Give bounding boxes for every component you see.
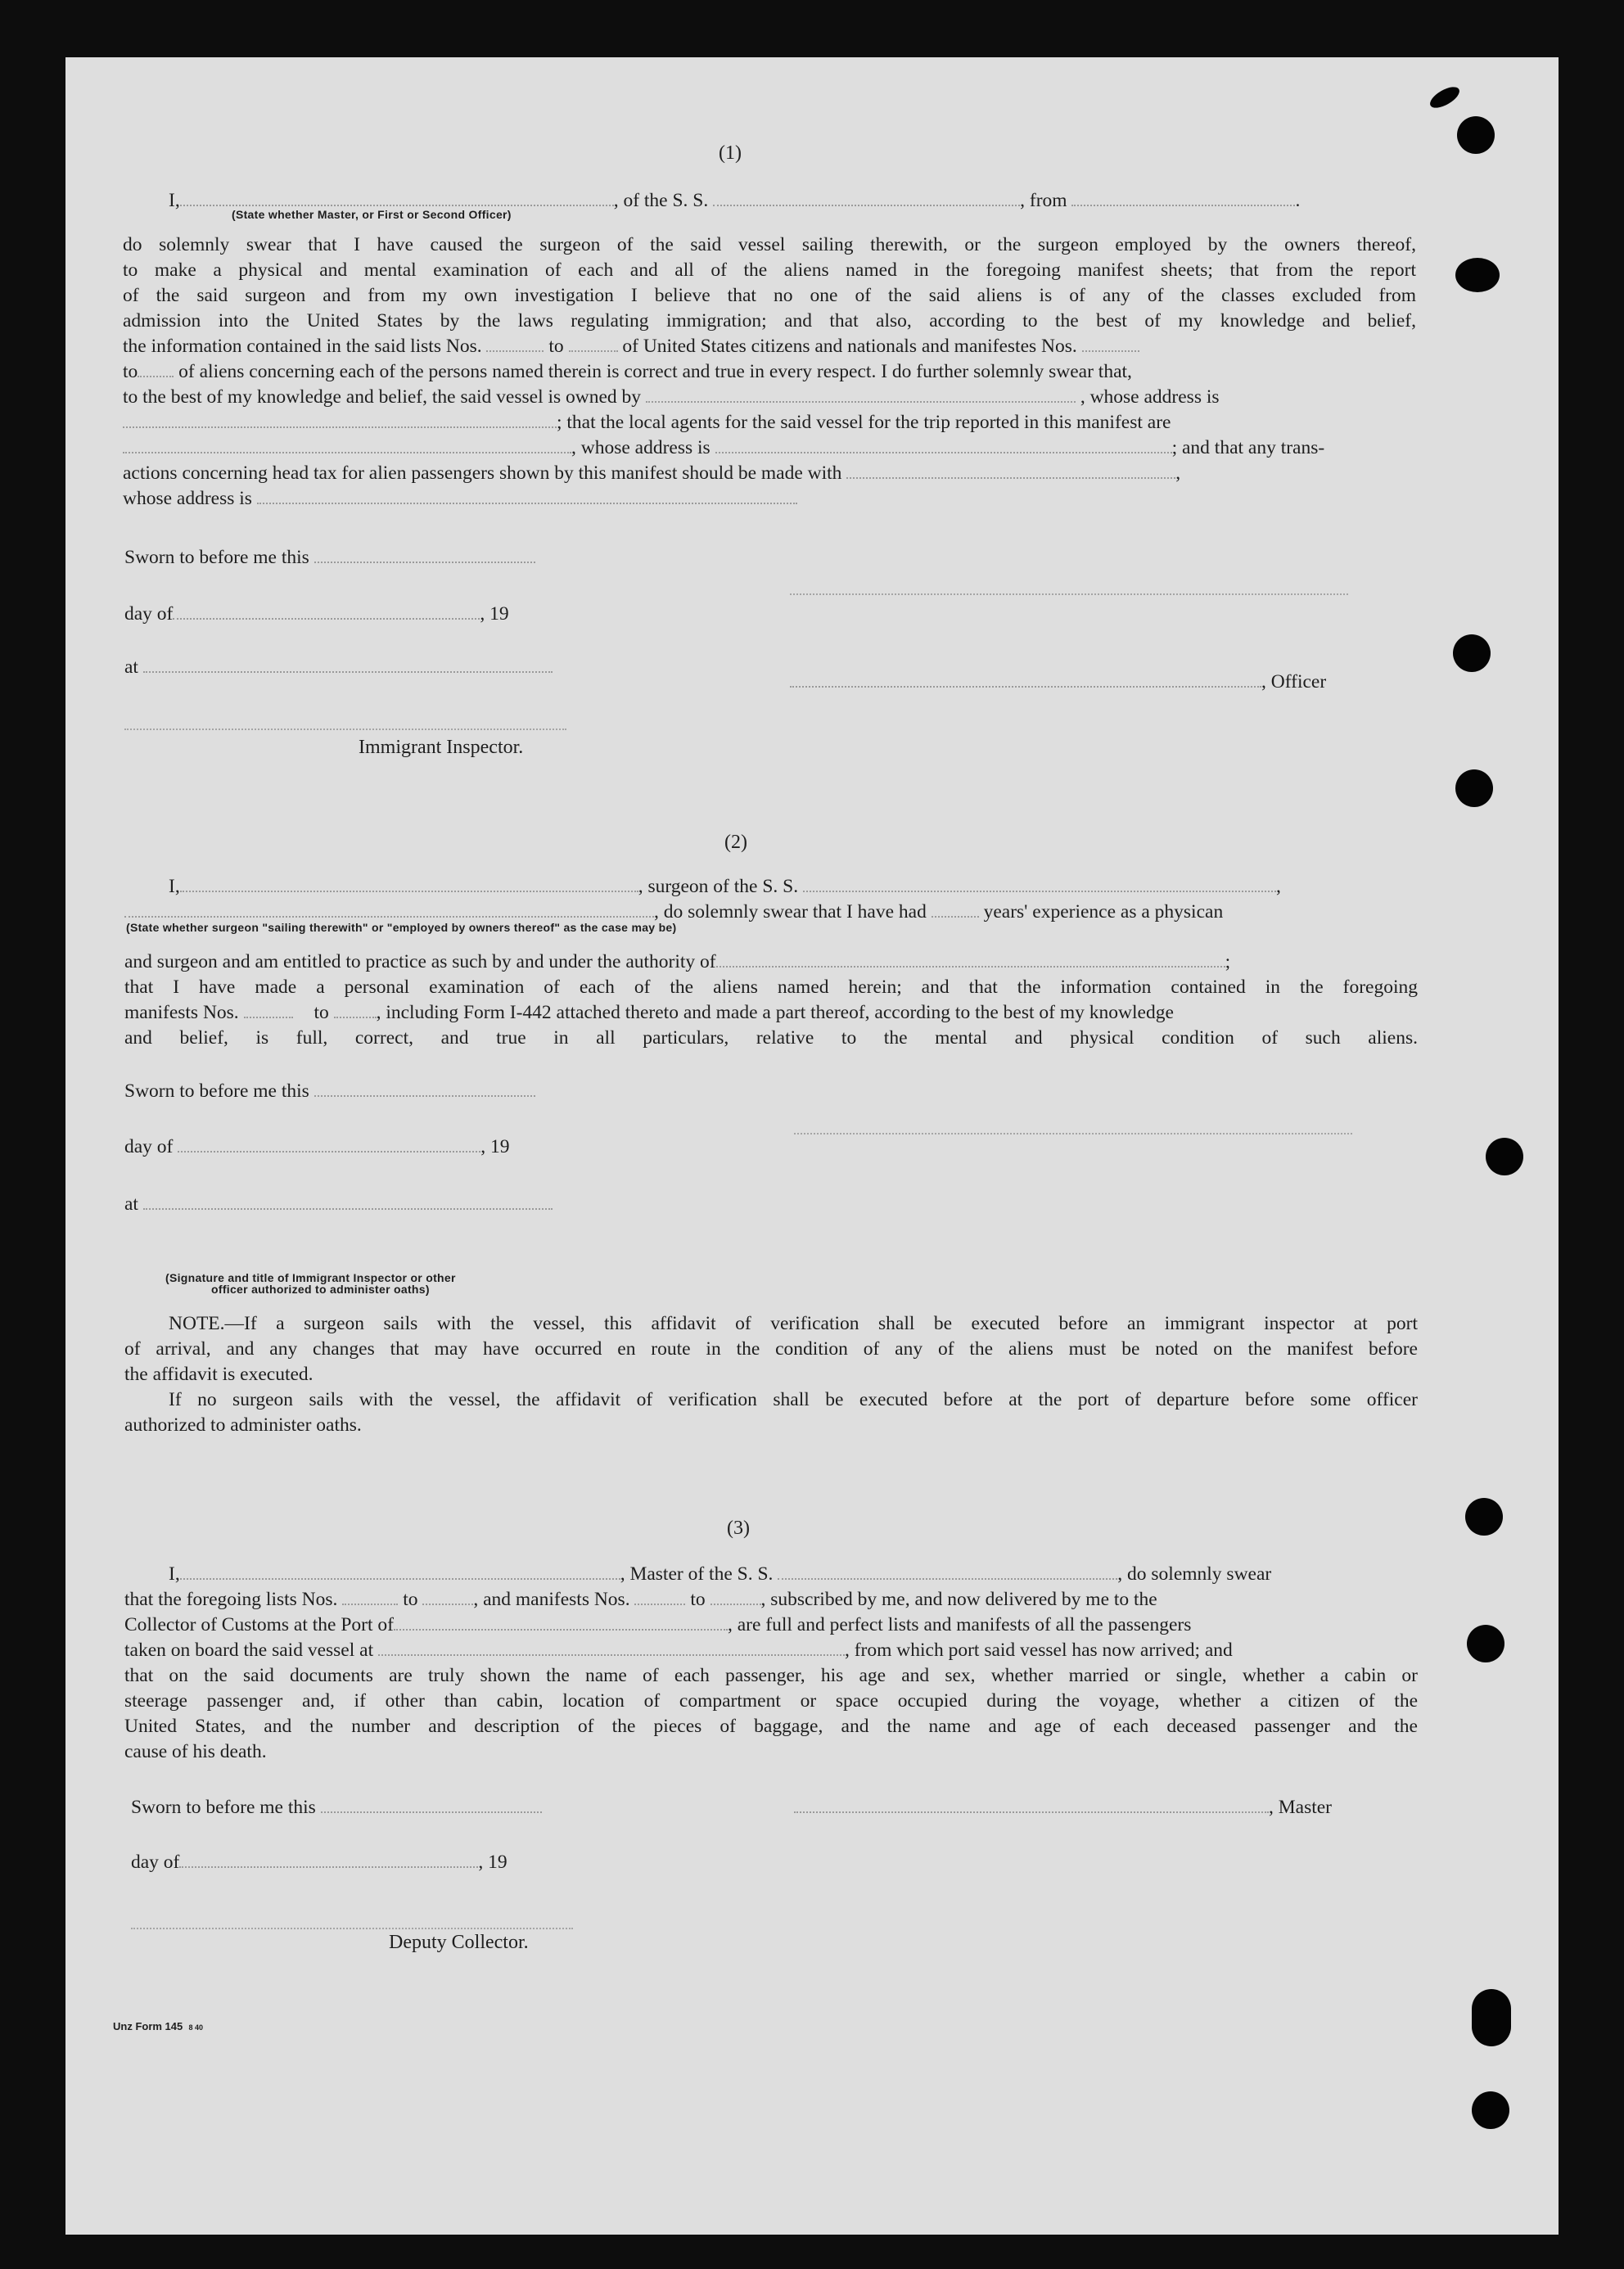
form-number-suffix: 8 40 [188,2023,204,2032]
sworn-label: Sworn to before me this [124,547,309,568]
s1-sworn-row [124,545,535,571]
s1-line [123,486,1416,512]
officer-title-field[interactable] [180,192,614,206]
authority-label: and surgeon and am entitled to practice as such by and under the authority of [124,951,716,972]
oath-i-label: I, [169,190,180,211]
perfect-lists-label: , are full and perfect lists and manifests of all the passengers [727,1614,1192,1635]
from-label: , from [1020,190,1067,211]
s1-dayof-row [124,602,509,628]
period: . [1295,190,1301,211]
lists-from-field[interactable] [342,1590,398,1605]
manifests-from-field[interactable] [244,1004,293,1018]
comma: , [1275,876,1281,897]
to-label: to [548,336,564,357]
lists-from-field[interactable] [486,337,544,352]
comma: , [1175,462,1181,484]
s3-line: cause of his death. [124,1741,267,1762]
sworn-label: Sworn to before me this [124,1080,309,1102]
s1-line: of the said surgeon and from my own investigation I believe that no one of the said aliens is of any of the classes excluded from [123,285,1416,306]
note-line: NOTE.—If a surgeon sails with the vessel, this affidavit of verification shall be executed before an immigrant inspector at port [169,1313,1418,1334]
of-ss-label: , of the S. S. [613,190,709,211]
section-3-number: (3) [727,1518,750,1539]
s3-master-row [794,1795,1332,1821]
s1-line [123,461,1416,487]
officer-rank-note: (State whether Master, or First or Second Officer) [232,208,512,221]
month-field[interactable] [173,605,480,620]
port-from-field[interactable] [1071,192,1295,206]
s2-line: that I have made a personal examination of each of the aliens named herein; and that the information contained in the foregoing [124,977,1418,998]
departure-port-field[interactable] [378,1641,845,1656]
semicolon: ; [1225,951,1231,972]
head-tax-address-field[interactable] [257,489,797,504]
form-page [65,57,1559,2235]
section-1-number: (1) [719,142,742,164]
s3-dayof-row [131,1850,508,1876]
inspector-signature-line[interactable] [124,729,566,730]
years-experience-label: years' experience as a physican [983,901,1224,922]
deputy-collector-label: Deputy Collector. [389,1932,529,1953]
punch-hole-mark [1453,634,1491,672]
signature-title-note-1: (Signature and title of Immigrant Inspector or other [165,1271,456,1284]
punch-hole-mark [1472,1989,1511,2046]
to-label: to [123,361,138,382]
month-field[interactable] [178,1138,480,1153]
officer-name-field[interactable] [790,673,1261,688]
head-tax-contact-field[interactable] [846,464,1175,479]
punch-hole-mark [1455,258,1500,292]
s2-at-row [124,1192,553,1218]
lists-to-field[interactable] [422,1590,473,1605]
whose-address-label: , whose address is [1080,386,1220,408]
s3-line [124,1613,1418,1639]
note-line: of arrival, and any changes that may have occurred en route in the condition of any of the aliens must be noted on the manifest before [124,1338,1418,1360]
swear-label: , do solemnly swear [1117,1563,1272,1585]
signature-title-note-2: officer authorized to administer oaths) [211,1283,430,1296]
place-field[interactable] [143,658,553,673]
vessel-name-field[interactable] [713,192,1020,206]
punch-hole-mark [1467,1625,1504,1662]
to-label: to [690,1589,706,1610]
s1-line [123,435,1416,462]
swear-label: , do solemnly swear that I have had [654,901,927,922]
s3-line [124,1638,1418,1664]
day-of-label: day of [124,1136,174,1157]
s3-line: United States, and the number and description of the pieces of baggage, and the name and age of each deceased passenger and the [124,1716,1418,1737]
oath-i-label: I, [169,876,180,897]
surgeon-status-note: (State whether surgeon "sailing therewith" or "employed by owners thereof" as the case may be) [126,921,677,934]
s3-sworn-row [131,1795,542,1821]
day-of-label: day of [131,1852,180,1873]
head-tax-label: actions concerning head tax for alien passengers shown by this manifest should be made with [123,462,842,484]
year-label: , 19 [480,603,509,625]
manifests-to-field[interactable] [334,1004,377,1018]
manifests-from-field[interactable] [634,1590,685,1605]
lists-nos-label: that the foregoing lists Nos. [124,1589,338,1610]
manifests-nos-label: , and manifests Nos. [473,1589,630,1610]
year-label: , 19 [478,1852,508,1873]
local-agents-label: ; that the local agents for the said vessel for the trip reported in this manifest are [557,412,1171,433]
port-field[interactable] [394,1616,728,1631]
oath-i-label: I, [169,1563,180,1585]
note-line: authorized to administer oaths. [124,1414,362,1436]
owner-address-field[interactable] [123,413,557,428]
manifests-from-field[interactable] [1082,337,1139,352]
officer-label: , Officer [1261,671,1327,692]
s2-dayof-row [124,1134,510,1161]
year-label: , 19 [480,1136,510,1157]
surgeon-signature-line[interactable] [794,1133,1352,1134]
punch-hole-mark [1486,1138,1523,1175]
aliens-label: of aliens concerning each of the persons named therein is correct and true in every respect. I do further solemnly swear that, [178,361,1132,382]
lists-nos-label: the information contained in the said lists Nos. [123,336,482,357]
sworn-day-field[interactable] [314,1082,535,1097]
years-field[interactable] [932,903,979,918]
s3-line-1 [124,1562,1418,1588]
s2-sworn-row [124,1079,535,1105]
s3-line: that on the said documents are truly shown the name of each passenger, his age and sex, whether married or single, whether a cabin or [124,1665,1418,1686]
s1-line [123,410,1416,436]
taken-on-board-label: taken on board the said vessel at [124,1640,374,1661]
master-signature-field[interactable] [794,1798,1269,1813]
authority-field[interactable] [716,953,1225,968]
s3-line: steerage passenger and, if other than cabin, location of compartment or space occupied during the voyage, whether a citizen of the [124,1690,1418,1712]
s2-line [124,1000,1418,1026]
surgeon-vessel-field[interactable] [803,877,1276,892]
punch-hole-mark [1455,769,1493,807]
s1-line [123,334,1416,360]
owned-by-label: to the best of my knowledge and belief, the said vessel is owned by [123,386,642,408]
agents-address-field[interactable] [715,439,1172,453]
arrived-label: , from which port said vessel has now arrived; and [844,1640,1233,1661]
form-number [113,2020,203,2032]
collector-port-label: Collector of Customs at the Port of [124,1614,394,1635]
manifests-to-field[interactable] [138,363,174,377]
form-number-text: Unz Form 145 [113,2020,183,2032]
whose-address-label: , whose address is [571,437,710,458]
note-line: If no surgeon sails with the vessel, the affidavit of verification shall be executed before at the port of departure before some officer [169,1389,1418,1410]
lists-to-field[interactable] [569,337,618,352]
form-i442-label: , including Form I-442 attached thereto and made a part thereof, according to the best of my knowledge [376,1002,1174,1023]
master-label: , Master [1269,1797,1333,1818]
s1-line: to make a physical and mental examination of each and all of the aliens named in the foregoing manifest sheets; that from the report [123,259,1416,281]
manifests-to-field[interactable] [710,1590,761,1605]
s1-at-row [124,655,553,681]
section-2-number: (2) [724,832,747,853]
ink-blot-mark [1427,83,1463,112]
manifests-nos-label: manifests Nos. [124,1002,239,1023]
at-label: at [124,656,138,678]
s1-officer-row [790,670,1326,696]
s2-line-1 [124,874,1418,900]
punch-hole-mark [1457,116,1495,154]
whose-address-label: whose address is [123,488,252,509]
master-of-ss-label: , Master of the S. S. [620,1563,774,1585]
s3-line [124,1587,1418,1613]
officer-signature-line[interactable] [790,593,1348,595]
master-name-field[interactable] [180,1565,620,1580]
sworn-day-field[interactable] [314,548,535,563]
surgeon-name-field[interactable] [180,877,638,892]
subscribed-label: , subscribed by me, and now delivered by me to the [760,1589,1157,1610]
punch-hole-mark [1465,1498,1503,1536]
month-field[interactable] [179,1853,478,1868]
immigrant-inspector-label: Immigrant Inspector. [359,737,524,758]
s1-line [123,359,1416,386]
transactions-label: ; and that any trans- [1171,437,1325,458]
s2-line [124,950,1418,976]
owner-field[interactable] [646,388,1076,403]
s1-line [123,385,1416,411]
sworn-day-field[interactable] [321,1798,542,1813]
to-label: to [403,1589,418,1610]
day-of-label: day of [124,603,174,625]
s1-line: do solemnly swear that I have caused the surgeon of the said vessel sailing therewith, or the surgeon employed by the owners thereof, [123,234,1416,255]
collector-signature-line[interactable] [131,1928,573,1929]
manifests-label: of United States citizens and nationals and manifestes Nos. [622,336,1077,357]
s2-line: and belief, is full, correct, and true in all particulars, relative to the mental and physical condition of such aliens. [124,1027,1418,1049]
s1-line: admission into the United States by the laws regulating immigration; and that also, according to the best of my knowledge and belief, [123,310,1416,332]
place-field[interactable] [143,1195,553,1210]
agents-field[interactable] [123,439,571,453]
master-vessel-field[interactable] [778,1565,1117,1580]
surgeon-of-ss-label: , surgeon of the S. S. [638,876,799,897]
to-label: to [314,1002,329,1023]
sworn-label: Sworn to before me this [131,1797,316,1818]
surgeon-status-field[interactable] [124,903,654,918]
at-label: at [124,1193,138,1215]
punch-hole-mark [1472,2091,1509,2129]
note-line: the affidavit is executed. [124,1364,314,1385]
